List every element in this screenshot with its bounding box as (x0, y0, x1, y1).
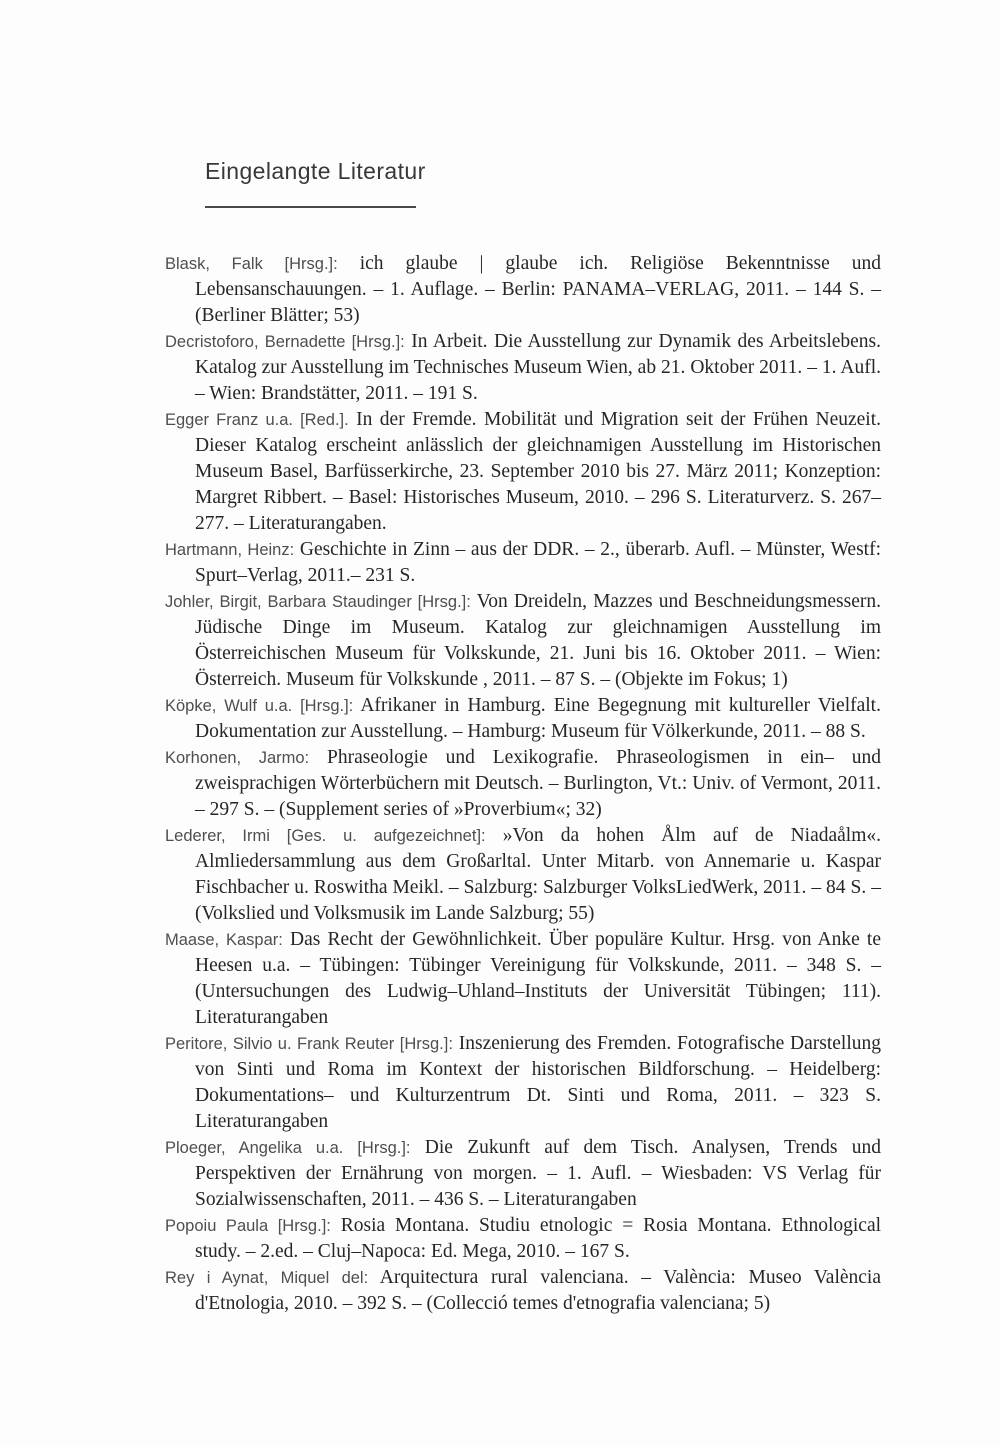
entry-text: Phraseologie und Lexikografie. Phraseologismen in ein– und zweisprachigen Wörterbüchern mit Deutsch. – Burlington, Vt.: Univ. of Vermont, 2011. – 297 S. – (Supplement series of »Proverbium«; 32) (195, 747, 882, 820)
bibliography-entry (165, 329, 881, 407)
page-title: Eingelangte Literatur (205, 158, 426, 184)
entry-author: Lederer, Irmi [Ges. u. aufgezeichnet]: (165, 827, 486, 845)
entry-text: Rosia Montana. Studiu etnologic = Rosia Montana. Ethnological study. – 2.ed. – Cluj–Napoca: Ed. Mega, 2010. – 167 S. (195, 1215, 882, 1262)
entry-text: In der Fremde. Mobilität und Migration seit der Frühen Neuzeit. Dieser Katalog erscheint anlässlich der gleichnamigen Ausstellung im Historischen Museum Basel, Barfüsserkirche, 23. September 2010 bis 27. März 2011; Konzeption: Margret Ribbert. – Basel: Historisches Museum, 2010. – 296 S. Literaturverz. S. 267–277. – Literaturangaben. (195, 409, 882, 534)
bibliography-entry (165, 823, 881, 927)
entry-text: Von Dreideln, Mazzes und Beschneidungsmessern. Jüdische Dinge im Museum. Katalog zur gleichnamigen Ausstellung im Österreichischen Museum für Volkskunde, 21. Juni bis 16. Oktober 2011. – Wien: Österreich. Museum für Volkskunde , 2011. – 87 S. – (Objekte im Fokus; 1) (195, 591, 882, 690)
entry-author: Popoiu Paula [Hrsg.]: (165, 1217, 331, 1235)
bibliography-entry (165, 1031, 881, 1135)
entry-author: Decristoforo, Bernadette [Hrsg.]: (165, 333, 405, 351)
bibliography-entry (165, 1135, 881, 1213)
bibliography-list (165, 251, 881, 1317)
entry-text: Das Recht der Gewöhnlichkeit. Über populäre Kultur. Hrsg. von Anke te Heesen u.a. – Tübingen: Tübinger Vereinigung für Volkskunde, 2011. – 348 S. – (Untersuchungen des Ludwig–Uhland–Instituts der Universität Tübingen; 111). Literaturangaben (195, 929, 882, 1028)
bibliography-entry (165, 1265, 881, 1317)
bibliography-entry (165, 589, 881, 693)
title-underline (205, 206, 416, 208)
entry-author: Korhonen, Jarmo: (165, 749, 310, 767)
entry-author: Johler, Birgit, Barbara Staudinger [Hrsg.]: (165, 593, 471, 611)
bibliography-entry (165, 407, 881, 537)
entry-author: Egger Franz u.a. [Red.]. (165, 411, 349, 429)
bibliography-entry (165, 1213, 881, 1265)
entry-author: Hartmann, Heinz: (165, 541, 295, 559)
bibliography-entry (165, 251, 881, 329)
entry-text: ich glaube | glaube ich. Religiöse Bekenntnisse und Lebensanschauungen. – 1. Auflage. – Berlin: PANAMA–VERLAG, 2011. – 144 S. – (Berliner Blätter; 53) (195, 253, 882, 326)
entry-author: Blask, Falk [Hrsg.]: (165, 255, 338, 273)
entry-text: Inszenierung des Fremden. Fotografische Darstellung von Sinti und Roma im Kontext der historischen Bildforschung. – Heidelberg: Dokumentations– und Kulturzentrum Dt. Sinti und Roma, 2011. – 323 S. Literaturangaben (195, 1033, 881, 1132)
entry-text: Die Zukunft auf dem Tisch. Analysen, Trends und Perspektiven der Ernährung von morgen. – 1. Aufl. – Wiesbaden: VS Verlag für Sozialwissenschaften, 2011. – 436 S. – Literaturangaben (195, 1137, 882, 1210)
entry-author: Ploeger, Angelika u.a. [Hrsg.]: (165, 1139, 411, 1157)
entry-text: Geschichte in Zinn – aus der DDR. – 2., überarb. Aufl. – Münster, Westf: Spurt–Verlag, 2011.– 231 S. (195, 539, 881, 586)
entry-author: Peritore, Silvio u. Frank Reuter [Hrsg.]: (165, 1035, 453, 1053)
entry-author: Rey i Aynat, Miquel del: (165, 1269, 369, 1287)
bibliography-entry (165, 927, 881, 1031)
entry-text: »Von da hohen Ålm auf de Niadaålm«. Almliedersammlung aus dem Großarltal. Unter Mitarb. von Annemarie u. Kaspar Fischbacher u. Roswitha Meikl. – Salzburg: Salzburger VolksLiedWerk, 2011. – 84 S. – (Volkslied und Volksmusik im Lande Salzburg; 55) (195, 825, 882, 924)
entry-text: Afrikaner in Hamburg. Eine Begegnung mit kultureller Vielfalt. Dokumentation zur Ausstellung. – Hamburg: Museum für Völkerkunde, 2011. – 88 S. (195, 695, 881, 742)
bibliography-entry (165, 745, 881, 823)
entry-text: Arquitectura rural valenciana. – València: Museo València d'Etnologia, 2010. – 392 S. – (Collecció temes d'etnografia valenciana; 5) (195, 1267, 881, 1314)
entry-text: In Arbeit. Die Ausstellung zur Dynamik des Arbeitslebens. Katalog zur Ausstellung im Technisches Museum Wien, ab 21. Oktober 2011. – 1. Aufl. – Wien: Brandstätter, 2011. – 191 S. (195, 331, 882, 404)
bibliography-entry (165, 537, 881, 589)
entry-author: Maase, Kaspar: (165, 931, 283, 949)
bibliography-entry (165, 693, 881, 745)
entry-author: Köpke, Wulf u.a. [Hrsg.]: (165, 697, 354, 715)
